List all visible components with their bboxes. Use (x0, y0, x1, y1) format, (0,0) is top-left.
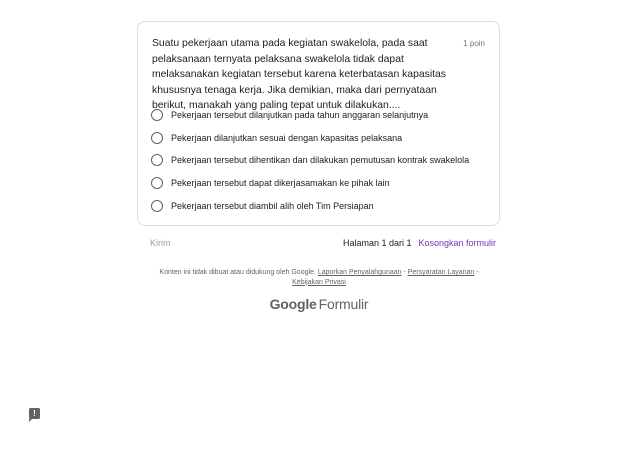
points-label: 1 poin (463, 39, 485, 48)
option-2[interactable] (151, 127, 469, 150)
logo-brand: Google (269, 296, 317, 312)
radio-button[interactable] (151, 132, 163, 144)
radio-button[interactable] (151, 200, 163, 212)
option-label: Pekerjaan tersebut diambil alih oleh Tim Persiapan (171, 200, 374, 211)
option-label: Pekerjaan dilanjutkan sesuai dengan kapasitas pelaksana (171, 132, 403, 143)
report-abuse-link[interactable]: Laporkan Penyalahgunaan (317, 269, 402, 276)
disclaimer (150, 268, 488, 287)
logo-product: Formulir (318, 296, 369, 312)
option-label: Pekerjaan tersebut dapat dikerjasamakan ke pihak lain (171, 178, 390, 189)
option-label: Pekerjaan tersebut dihentikan dan dilakukan pemutusan kontrak swakelola (171, 155, 470, 166)
option-3[interactable] (151, 149, 469, 172)
option-5[interactable] (151, 194, 469, 217)
terms-link[interactable]: Persyaratan Layanan (407, 269, 475, 276)
report-icon-glyph: ! (33, 409, 36, 418)
submit-button[interactable]: Kirim (150, 238, 171, 248)
options-list (151, 104, 469, 217)
clear-form-button[interactable]: Kosongkan formulir (418, 238, 496, 248)
option-1[interactable] (151, 104, 469, 127)
radio-button[interactable] (151, 154, 163, 166)
disclaimer-text: Konten ini tidak dibuat atau didukung oleh Google. (159, 269, 316, 276)
separator: - (401, 269, 408, 276)
option-4[interactable] (151, 172, 469, 195)
separator: - (474, 269, 479, 276)
form-footer (137, 237, 500, 251)
radio-button[interactable] (151, 177, 163, 189)
radio-button[interactable] (151, 109, 163, 121)
option-label: Pekerjaan tersebut dilanjutkan pada tahun anggaran selanjutnya (171, 110, 429, 121)
report-feedback-icon[interactable] (29, 408, 40, 419)
question-card (137, 21, 500, 226)
question-text: Suatu pekerjaan utama pada kegiatan swakelola, pada saat pelaksanaan ternyata pelaksana swakelola tidak dapat melaksanakan kegiatan tersebut karena keterbatasan kapasitas khususnya tenaga kerja. Jika demikian, maka dari pernyataan berikut, manakah yang paling tepat untuk dilakukan.... (152, 38, 447, 111)
google-forms-logo[interactable] (0, 296, 638, 312)
page-indicator: Halaman 1 dari 1 (343, 238, 412, 248)
privacy-link[interactable]: Kebijakan Privasi (292, 278, 346, 286)
